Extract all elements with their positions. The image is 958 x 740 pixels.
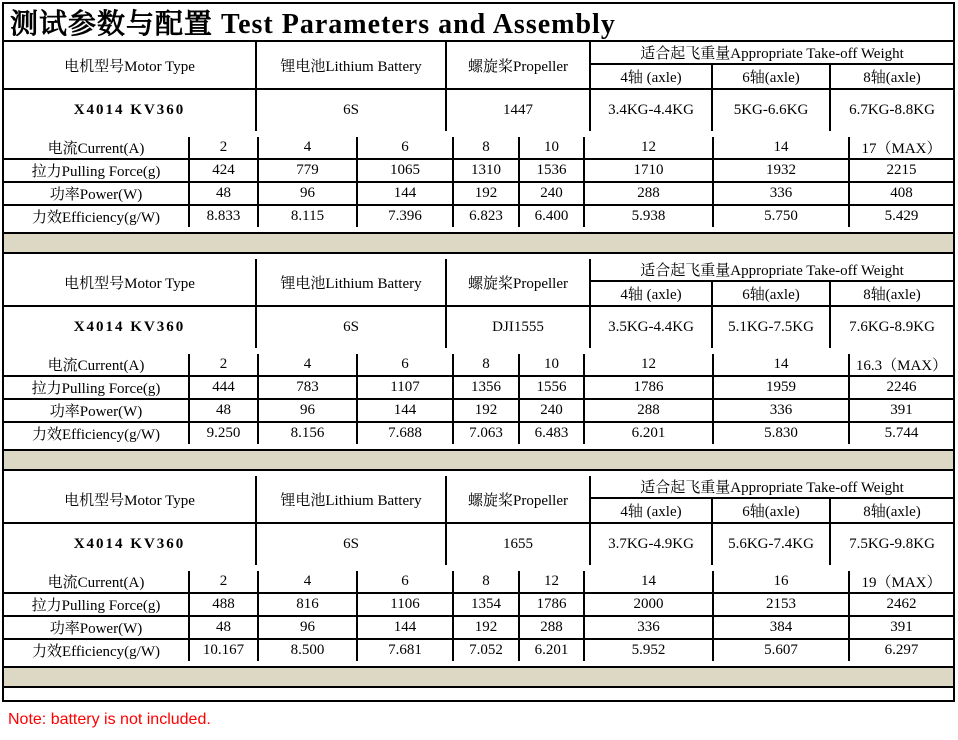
efficiency-value: 7.681 [357, 639, 453, 661]
current-value: 2 [189, 137, 258, 159]
pulling-force-value: 1354 [453, 593, 519, 616]
section-separator-band [4, 449, 953, 471]
row-label-power: 功率Power(W) [4, 399, 189, 422]
pulling-force-value: 779 [258, 159, 357, 182]
pulling-force-value: 2246 [849, 376, 953, 399]
power-value: 144 [357, 616, 453, 639]
motor-model-value: X4014 KV360 [4, 306, 256, 348]
efficiency-value: 6.201 [519, 639, 584, 661]
propeller-value: DJI1555 [446, 306, 590, 348]
pulling-force-value: 1356 [453, 376, 519, 399]
efficiency-value: 6.201 [584, 422, 713, 444]
efficiency-value: 5.607 [713, 639, 849, 661]
power-value: 336 [713, 182, 849, 205]
weight-axle4-value: 3.5KG-4.4KG [590, 306, 712, 348]
pulling-force-value: 424 [189, 159, 258, 182]
test-data-table [4, 354, 953, 444]
pulling-force-value: 1959 [713, 376, 849, 399]
power-value: 96 [258, 399, 357, 422]
efficiency-value: 5.830 [713, 422, 849, 444]
power-value: 48 [189, 616, 258, 639]
footer-note: Note: battery is not included. [8, 711, 211, 728]
pulling-force-value: 1310 [453, 159, 519, 182]
power-value: 144 [357, 399, 453, 422]
current-value: 12 [584, 354, 713, 376]
weight-axle6-value: 5.1KG-7.5KG [712, 306, 830, 348]
motor-model-value: X4014 KV360 [4, 89, 256, 131]
power-value: 288 [584, 399, 713, 422]
efficiency-value: 6.400 [519, 205, 584, 227]
current-value: 4 [258, 137, 357, 159]
current-value: 6 [357, 137, 453, 159]
weight-axle8-value: 7.5KG-9.8KG [830, 523, 953, 565]
power-value: 96 [258, 616, 357, 639]
pulling-force-value: 2462 [849, 593, 953, 616]
motor-type-header: 电机型号Motor Type [4, 259, 256, 306]
spec-header-table [4, 259, 953, 348]
pulling-force-value: 2153 [713, 593, 849, 616]
pulling-force-value: 2000 [584, 593, 713, 616]
row-label-current: 电流Current(A) [4, 354, 189, 376]
power-value: 96 [258, 182, 357, 205]
spec-section [4, 42, 953, 254]
efficiency-row [4, 205, 953, 227]
power-row [4, 399, 953, 422]
weight-axle6-value: 5KG-6.6KG [712, 89, 830, 131]
row-label-power: 功率Power(W) [4, 616, 189, 639]
current-value: 2 [189, 571, 258, 593]
pulling-force-value: 1786 [519, 593, 584, 616]
pulling-force-row [4, 159, 953, 182]
power-value: 336 [713, 399, 849, 422]
efficiency-value: 5.938 [584, 205, 713, 227]
pulling-force-row [4, 593, 953, 616]
row-label-pulling-force: 拉力Pulling Force(g) [4, 593, 189, 616]
current-value: 4 [258, 571, 357, 593]
axle8-header: 8轴(axle) [830, 498, 953, 523]
power-value: 144 [357, 182, 453, 205]
axle6-header: 6轴(axle) [712, 64, 830, 89]
efficiency-value: 6.483 [519, 422, 584, 444]
current-value: 10 [519, 137, 584, 159]
efficiency-value: 7.063 [453, 422, 519, 444]
current-value: 8 [453, 354, 519, 376]
row-label-power: 功率Power(W) [4, 182, 189, 205]
power-value: 336 [584, 616, 713, 639]
pulling-force-value: 1556 [519, 376, 584, 399]
current-row [4, 354, 953, 376]
efficiency-value: 9.250 [189, 422, 258, 444]
current-value: 19（MAX） [849, 571, 953, 593]
power-value: 408 [849, 182, 953, 205]
spec-header-table [4, 42, 953, 131]
current-value: 6 [357, 571, 453, 593]
pulling-force-value: 1065 [357, 159, 453, 182]
current-row [4, 137, 953, 159]
pulling-force-value: 1710 [584, 159, 713, 182]
propeller-value: 1447 [446, 89, 590, 131]
efficiency-value: 5.750 [713, 205, 849, 227]
axle4-header: 4轴 (axle) [590, 281, 712, 306]
current-value: 10 [519, 354, 584, 376]
axle4-header: 4轴 (axle) [590, 498, 712, 523]
spec-sheet [2, 2, 955, 702]
motor-model-value: X4014 KV360 [4, 523, 256, 565]
efficiency-value: 7.396 [357, 205, 453, 227]
efficiency-value: 10.167 [189, 639, 258, 661]
efficiency-value: 8.115 [258, 205, 357, 227]
test-data-table [4, 571, 953, 661]
efficiency-value: 5.429 [849, 205, 953, 227]
current-value: 14 [713, 354, 849, 376]
pulling-force-value: 783 [258, 376, 357, 399]
sections-container [4, 42, 953, 688]
efficiency-row [4, 422, 953, 444]
weight-axle8-value: 6.7KG-8.8KG [830, 89, 953, 131]
pulling-force-value: 1536 [519, 159, 584, 182]
current-value: 14 [584, 571, 713, 593]
propeller-header: 螺旋桨Propeller [446, 476, 590, 523]
axle6-header: 6轴(axle) [712, 498, 830, 523]
takeoff-weight-header: 适合起飞重量Appropriate Take-off Weight [590, 42, 953, 64]
battery-value: 6S [256, 89, 446, 131]
row-label-current: 电流Current(A) [4, 137, 189, 159]
current-value: 6 [357, 354, 453, 376]
pulling-force-value: 1786 [584, 376, 713, 399]
row-label-efficiency: 力效Efficiency(g/W) [4, 422, 189, 444]
row-label-efficiency: 力效Efficiency(g/W) [4, 205, 189, 227]
pulling-force-value: 488 [189, 593, 258, 616]
power-value: 288 [584, 182, 713, 205]
power-value: 240 [519, 399, 584, 422]
current-value: 12 [519, 571, 584, 593]
axle6-header: 6轴(axle) [712, 281, 830, 306]
propeller-value: 1655 [446, 523, 590, 565]
pulling-force-value: 1107 [357, 376, 453, 399]
pulling-force-value: 444 [189, 376, 258, 399]
motor-type-header: 电机型号Motor Type [4, 42, 256, 89]
row-label-efficiency: 力效Efficiency(g/W) [4, 639, 189, 661]
current-value: 12 [584, 137, 713, 159]
current-value: 2 [189, 354, 258, 376]
efficiency-value: 7.688 [357, 422, 453, 444]
current-value: 14 [713, 137, 849, 159]
takeoff-weight-header: 适合起飞重量Appropriate Take-off Weight [590, 476, 953, 498]
propeller-header: 螺旋桨Propeller [446, 42, 590, 89]
pulling-force-value: 1106 [357, 593, 453, 616]
test-data-table [4, 137, 953, 227]
weight-axle4-value: 3.7KG-4.9KG [590, 523, 712, 565]
battery-header: 锂电池Lithium Battery [256, 42, 446, 89]
power-value: 192 [453, 399, 519, 422]
efficiency-value: 6.297 [849, 639, 953, 661]
pulling-force-value: 1932 [713, 159, 849, 182]
axle8-header: 8轴(axle) [830, 281, 953, 306]
power-value: 48 [189, 399, 258, 422]
spec-section [4, 259, 953, 471]
current-value: 16.3（MAX） [849, 354, 953, 376]
efficiency-value: 7.052 [453, 639, 519, 661]
axle4-header: 4轴 (axle) [590, 64, 712, 89]
power-row [4, 182, 953, 205]
current-value: 16 [713, 571, 849, 593]
row-label-pulling-force: 拉力Pulling Force(g) [4, 159, 189, 182]
power-row [4, 616, 953, 639]
battery-header: 锂电池Lithium Battery [256, 476, 446, 523]
power-value: 391 [849, 616, 953, 639]
battery-header: 锂电池Lithium Battery [256, 259, 446, 306]
efficiency-value: 6.823 [453, 205, 519, 227]
section-separator-band [4, 232, 953, 254]
efficiency-value: 5.744 [849, 422, 953, 444]
power-value: 384 [713, 616, 849, 639]
power-value: 288 [519, 616, 584, 639]
weight-axle4-value: 3.4KG-4.4KG [590, 89, 712, 131]
efficiency-value: 8.500 [258, 639, 357, 661]
power-value: 391 [849, 399, 953, 422]
page-title: 测试参数与配置 Test Parameters and Assembly [4, 4, 953, 42]
pulling-force-row [4, 376, 953, 399]
spec-header-table [4, 476, 953, 565]
efficiency-value: 8.156 [258, 422, 357, 444]
pulling-force-value: 816 [258, 593, 357, 616]
current-row [4, 571, 953, 593]
efficiency-row [4, 639, 953, 661]
power-value: 48 [189, 182, 258, 205]
row-label-pulling-force: 拉力Pulling Force(g) [4, 376, 189, 399]
propeller-header: 螺旋桨Propeller [446, 259, 590, 306]
pulling-force-value: 2215 [849, 159, 953, 182]
power-value: 192 [453, 182, 519, 205]
current-value: 17（MAX） [849, 137, 953, 159]
battery-value: 6S [256, 306, 446, 348]
row-label-current: 电流Current(A) [4, 571, 189, 593]
section-separator-band [4, 666, 953, 688]
axle8-header: 8轴(axle) [830, 64, 953, 89]
current-value: 4 [258, 354, 357, 376]
efficiency-value: 8.833 [189, 205, 258, 227]
power-value: 192 [453, 616, 519, 639]
weight-axle8-value: 7.6KG-8.9KG [830, 306, 953, 348]
weight-axle6-value: 5.6KG-7.4KG [712, 523, 830, 565]
current-value: 8 [453, 137, 519, 159]
takeoff-weight-header: 适合起飞重量Appropriate Take-off Weight [590, 259, 953, 281]
efficiency-value: 5.952 [584, 639, 713, 661]
motor-type-header: 电机型号Motor Type [4, 476, 256, 523]
current-value: 8 [453, 571, 519, 593]
power-value: 240 [519, 182, 584, 205]
battery-value: 6S [256, 523, 446, 565]
spec-section [4, 476, 953, 688]
